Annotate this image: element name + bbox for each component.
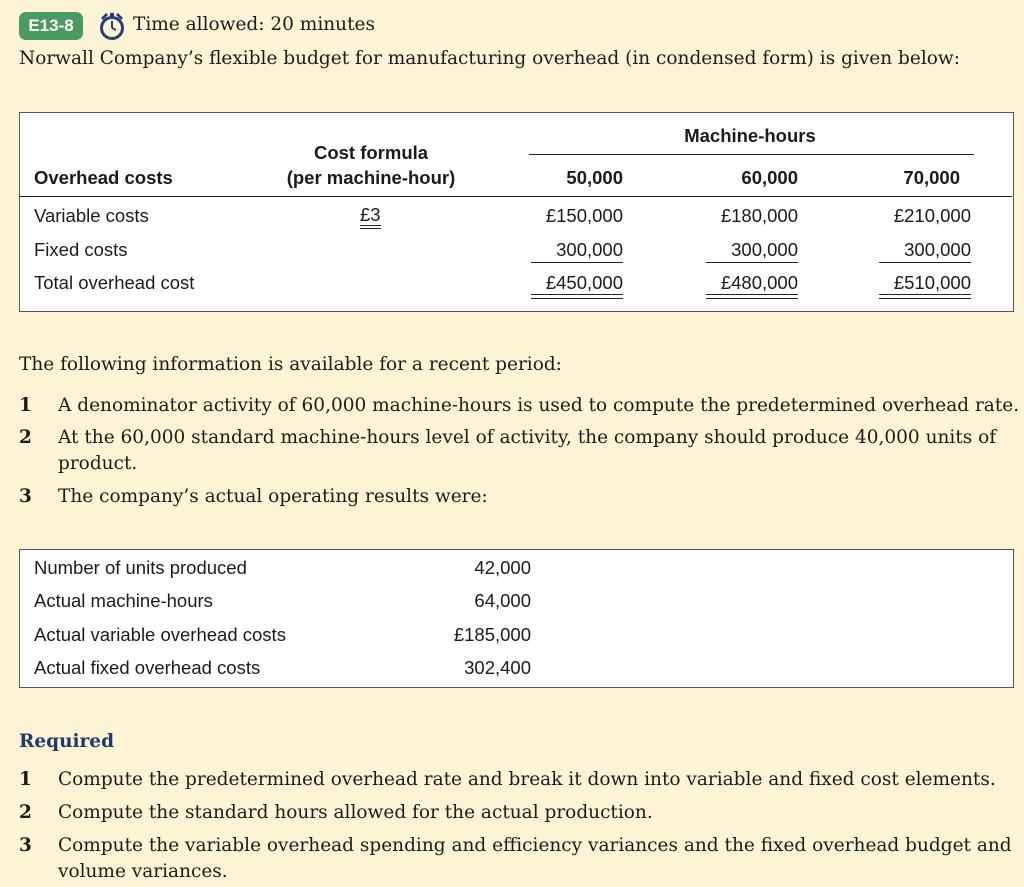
total-60000-double-underline: [706, 294, 798, 299]
info-item-1-text: A denominator activity of 60,000 machine-hours is used to compute the predetermined overhead rate.: [58, 395, 1020, 416]
col-70000-header: 70,000: [903, 167, 960, 188]
info-item-3-num: 3: [19, 486, 32, 507]
total-60000: £480,000: [720, 272, 798, 293]
fixed-60000: 300,000: [731, 239, 798, 260]
col-50000-header: 50,000: [566, 167, 623, 188]
row-variable-label: Variable costs: [34, 205, 149, 226]
variable-50000: £150,000: [545, 205, 623, 226]
fixed-60000-underline: [706, 262, 798, 263]
required-item-2-text: Compute the standard hours allowed for the actual production.: [58, 802, 653, 823]
machine-hours-header: Machine-hours: [684, 125, 816, 146]
required-title: Required: [19, 731, 115, 752]
total-70000-double-underline: [879, 294, 971, 299]
actual-row-1-label: Number of units produced: [34, 557, 247, 578]
row-total-label: Total overhead cost: [34, 272, 195, 293]
total-70000: £510,000: [893, 272, 971, 293]
required-item-3-text-line-1: Compute the variable overhead spending and efficiency variances and the fixed overhead budget and: [58, 835, 1012, 856]
total-50000: £450,000: [545, 272, 623, 293]
exercise-badge: E13-8: [19, 12, 83, 40]
info-item-1-num: 1: [19, 395, 32, 416]
total-50000-double-underline: [531, 294, 623, 299]
variable-70000: £210,000: [893, 205, 971, 226]
required-item-1-num: 1: [19, 769, 32, 790]
col-60000-header: 60,000: [741, 167, 798, 188]
cost-formula-sub-label: (per machine-hour): [286, 167, 456, 188]
required-item-1-text: Compute the predetermined overhead rate and break it down into variable and fixed cost elements.: [58, 769, 996, 790]
fixed-70000-underline: [879, 262, 971, 263]
time-allowed: Time allowed: 20 minutes: [133, 14, 375, 35]
actual-row-3-value: £185,000: [453, 624, 531, 645]
required-item-2-num: 2: [19, 802, 32, 823]
variable-60000: £180,000: [720, 205, 798, 226]
info-item-3-text: The company’s actual operating results were:: [58, 486, 488, 507]
fixed-50000-underline: [531, 262, 623, 263]
actual-row-3-label: Actual variable overhead costs: [34, 624, 286, 645]
required-item-3-num: 3: [19, 835, 32, 856]
required-item-3-text-line-2: volume variances.: [58, 861, 228, 882]
alarm-clock-icon: [97, 10, 127, 42]
fixed-50000: 300,000: [556, 239, 623, 260]
actual-row-4-label: Actual fixed overhead costs: [34, 657, 261, 678]
row-fixed-label: Fixed costs: [34, 239, 128, 260]
actual-row-1-value: 42,000: [474, 557, 531, 578]
actual-row-4-value: 302,400: [464, 657, 531, 678]
info-item-2-text-line-1: At the 60,000 standard machine-hours level of activity, the company should produce 40,000 units of: [58, 427, 997, 448]
cost-formula-label: Cost formula: [313, 142, 429, 163]
overhead-costs-header: Overhead costs: [34, 167, 173, 188]
actual-row-2-value: 64,000: [474, 590, 531, 611]
machine-hours-rule: [529, 154, 974, 155]
actual-row-2-label: Actual machine-hours: [34, 590, 213, 611]
header-rule: [20, 196, 1012, 197]
info-item-2-num: 2: [19, 427, 32, 448]
info-item-2-text-line-2: product.: [58, 453, 138, 474]
variable-cost-formula: £3: [360, 205, 381, 229]
fixed-70000: 300,000: [904, 239, 971, 260]
info-lead: The following information is available for a recent period:: [19, 354, 562, 375]
intro-text: Norwall Company’s flexible budget for manufacturing overhead (in condensed form) is given below:: [19, 48, 960, 69]
